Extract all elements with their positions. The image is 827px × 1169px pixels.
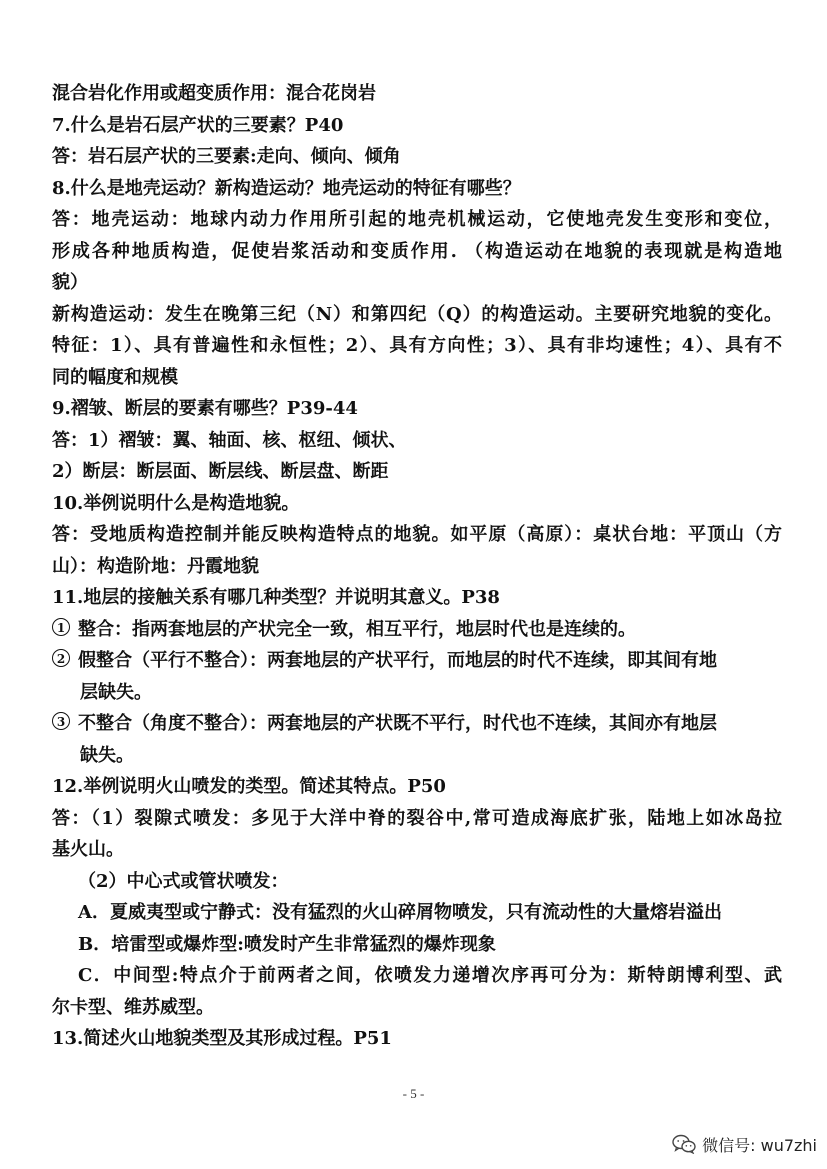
text-line: 混合岩化作用或超变质作用：混合花岗岩 <box>52 83 376 104</box>
watermark <box>672 1130 817 1158</box>
question-heading: 7.什么是岩石层产状的三要素？P40 <box>52 114 344 136</box>
answer-line: 答：岩石层产状的三要素:走向、倾向、倾角 <box>52 146 401 167</box>
wechat-icon <box>672 1134 696 1154</box>
question-heading: 12.举例说明火山喷发的类型。简述其特点。P50 <box>52 776 446 797</box>
answer-line: 特征：1）、具有普遍性和永恒性；2）、具有方向性；3）、具有非均速性；4）、具有不 <box>52 335 782 356</box>
page-number: - 5 - <box>402 1086 425 1101</box>
numbered-item-text: 整合：指两套地层的产状完全一致，相互平行，地层时代也是连续的。 <box>78 618 636 640</box>
answer-line: 答：受地质构造控制并能反映构造特点的地貌。如平原（高原）：桌状台地：平顶山（方 <box>52 524 782 545</box>
question-heading: 8.什么是地壳运动？新构造运动？地壳运动的特征有哪些？ <box>52 177 521 199</box>
answer-line: 同的幅度和规模 <box>52 366 178 388</box>
answer-subheading: （2）中心式或管状喷发： <box>78 870 289 892</box>
answer-subitem: C．中间型:特点介于前两者之间，依喷发力递增次序再可分为：斯特朗博利型、武 <box>78 965 782 986</box>
numbered-item-text-continued: 层缺失。 <box>80 681 152 703</box>
question-heading: 9.褶皱、断层的要素有哪些？P39-44 <box>52 398 358 419</box>
answer-line: 答：地壳运动：地球内动力作用所引起的地壳机械运动，它使地壳发生变形和变位， <box>52 209 782 230</box>
answer-line: 基火山。 <box>52 839 124 860</box>
question-heading: 13.简述火山地貌类型及其形成过程。P51 <box>52 1028 392 1049</box>
question-heading: 10.举例说明什么是构造地貌。 <box>52 492 300 514</box>
numbered-item <box>52 645 782 708</box>
numbered-item-text-continued: 缺失。 <box>80 744 134 766</box>
watermark-text: 微信号: wu7zhi <box>702 1135 817 1155</box>
answer-line: 答：1）褶皱：翼、轴面、核、枢纽、倾状、 <box>52 429 407 451</box>
circled-number: 1 <box>52 618 70 636</box>
answer-line: 形成各种地质构造，促使岩浆活动和变质作用. （构造运动在地貌的表现就是构造地 <box>52 240 782 262</box>
answer-line: 答：（1）裂隙式喷发：多见于大洋中脊的裂谷中,常可造成海底扩张，陆地上如冰岛拉 <box>52 807 782 829</box>
numbered-item <box>52 614 782 646</box>
answer-line: 貌） <box>52 272 88 293</box>
numbered-item <box>52 708 782 771</box>
numbered-item-text: 假整合（平行不整合）：两套地层的产状平行，而地层的时代不连续，即其间有地 <box>78 650 717 671</box>
answer-line: 尔卡型、维苏威型。 <box>52 996 214 1018</box>
document-body <box>52 78 782 1055</box>
circled-number: 3 <box>52 712 70 730</box>
circled-number: 2 <box>52 649 70 667</box>
question-heading: 11.地层的接触关系有哪几种类型？并说明其意义。P38 <box>52 587 500 608</box>
answer-line: 新构造运动：发生在晚第三纪（N）和第四纪（Q）的构造运动。主要研究地貌的变化。 <box>52 303 782 325</box>
answer-subitem: A．夏威夷型或宁静式：没有猛烈的火山碎屑物喷发，只有流动性的大量熔岩溢出 <box>78 902 722 923</box>
answer-line: 山）：构造阶地：丹霞地貌 <box>52 555 259 577</box>
answer-line: 2）断层：断层面、断层线、断层盘、断距 <box>52 461 389 482</box>
numbered-item-text: 不整合（角度不整合）：两套地层的产状既不平行，时代也不连续，其间亦有地层 <box>78 713 717 734</box>
answer-subitem: B．培雷型或爆炸型:喷发时产生非常猛烈的爆炸现象 <box>78 933 496 955</box>
